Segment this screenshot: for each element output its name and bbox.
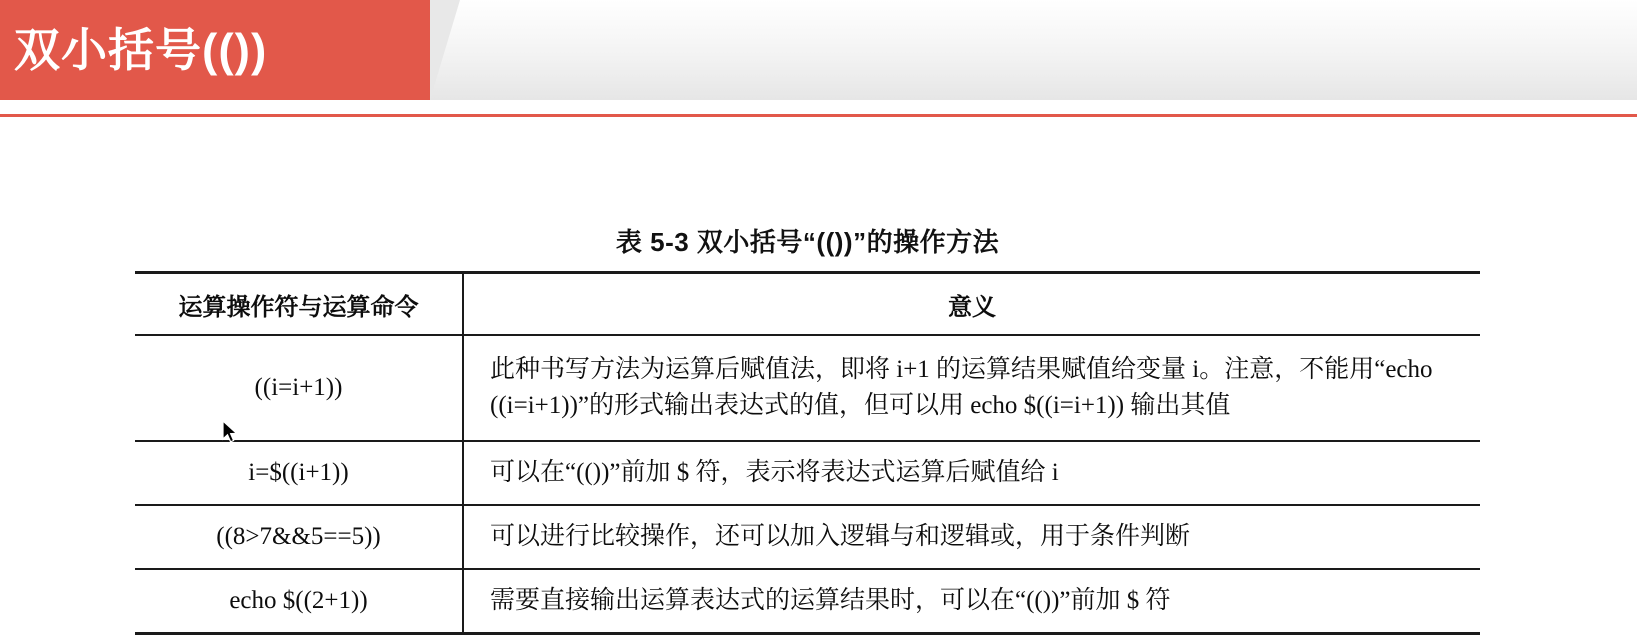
slide-header (0, 0, 1637, 118)
operations-table (135, 271, 1480, 635)
cell-meaning: 需要直接输出运算表达式的运算结果时，可以在“(())”前加 $ 符 (463, 569, 1480, 634)
table-row (135, 505, 1480, 569)
column-header-operator: 运算操作符与运算命令 (135, 273, 463, 336)
header-divider-rule (0, 114, 1637, 117)
table-caption: 表 5-3 双小括号“(())”的操作方法 (615, 227, 1000, 257)
cell-operator: ((i=i+1)) (135, 335, 463, 441)
column-header-meaning: 意义 (463, 273, 1480, 336)
page-title: 双小括号(()) (14, 24, 268, 76)
table-row (135, 441, 1480, 505)
header-fold-shape (430, 0, 460, 100)
cell-operator: echo $((2+1)) (135, 569, 463, 634)
table-header-row (135, 273, 1480, 336)
header-gradient-background (430, 0, 1637, 100)
cell-meaning: 此种书写方法为运算后赋值法，即将 i+1 的运算结果赋值给变量 i。注意，不能用“echo ((i=i+1))”的形式输出表达式的值，但可以用 echo $((i=i+1)) 输出其值 (463, 335, 1480, 441)
cell-operator: i=$((i+1)) (135, 441, 463, 505)
cell-operator: ((8>7&&5==5)) (135, 505, 463, 569)
table-row (135, 569, 1480, 634)
header-title-band (0, 0, 430, 100)
table-row (135, 335, 1480, 441)
table-figure (135, 222, 1480, 635)
cell-meaning: 可以在“(())”前加 $ 符，表示将表达式运算后赋值给 i (463, 441, 1480, 505)
cell-meaning: 可以进行比较操作，还可以加入逻辑与和逻辑或，用于条件判断 (463, 505, 1480, 569)
